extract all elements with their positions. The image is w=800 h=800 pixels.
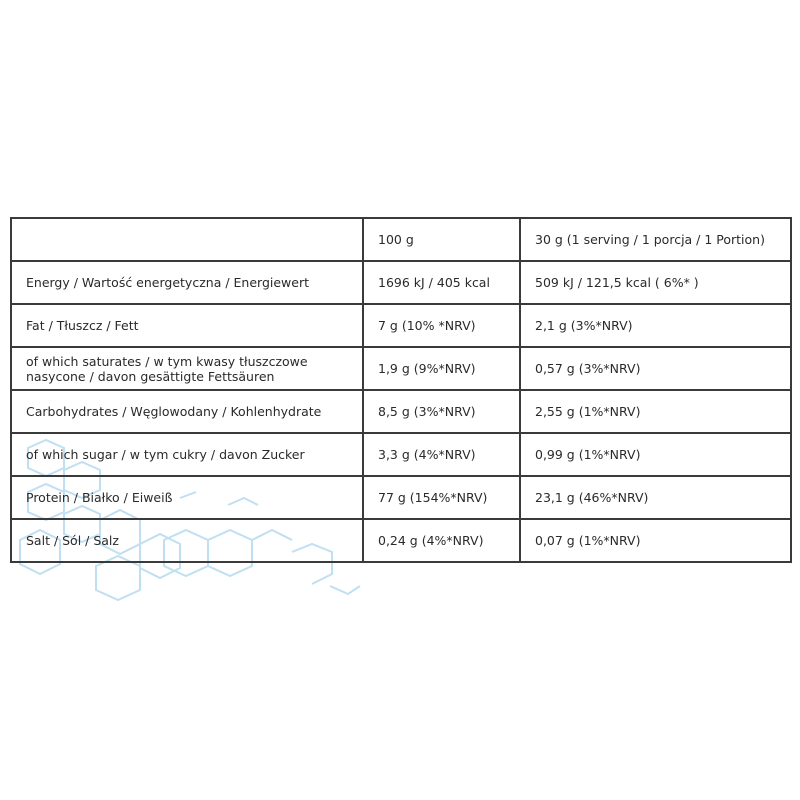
per-serving-value: 0,07 g (1%*NRV) [535, 533, 641, 548]
table-row [11, 476, 791, 519]
per-100g-cell [363, 476, 520, 519]
per-100g-value: 0,24 g (4%*NRV) [378, 533, 484, 548]
per-serving-value: 0,99 g (1%*NRV) [535, 447, 641, 462]
per-serving-cell [520, 261, 791, 304]
nutrient-label: Fat / Tłuszcz / Fett [26, 318, 139, 333]
per-100g-cell [363, 347, 520, 390]
table-row [11, 347, 791, 390]
per-100g-value: 1696 kJ / 405 kcal [378, 275, 490, 290]
table-row [11, 261, 791, 304]
nutrient-label: Carbohydrates / Węglowodany / Kohlenhydrate [26, 404, 322, 419]
nutrient-label: of which sugar / w tym cukry / davon Zucker [26, 447, 305, 462]
per-serving-cell [520, 347, 791, 390]
per-100g-value: 1,9 g (9%*NRV) [378, 361, 476, 376]
nutrient-label: of which saturates / w tym kwasy tłuszczowe nasycone / davon gesättigte Fettsäuren [26, 353, 308, 384]
per-serving-value: 23,1 g (46%*NRV) [535, 490, 649, 505]
header-per-serving-cell [520, 218, 791, 261]
header-per-100g: 100 g [378, 232, 414, 247]
per-serving-cell [520, 519, 791, 562]
nutrient-label-cell [11, 433, 363, 476]
nutrition-table [10, 217, 792, 563]
per-100g-cell [363, 390, 520, 433]
per-100g-cell [363, 519, 520, 562]
per-100g-value: 77 g (154%*NRV) [378, 490, 488, 505]
per-serving-value: 2,1 g (3%*NRV) [535, 318, 633, 333]
nutrient-label-cell [11, 390, 363, 433]
table-row [11, 519, 791, 562]
per-serving-cell [520, 433, 791, 476]
nutrient-label: Protein / Białko / Eiweiß [26, 490, 173, 505]
table-row [11, 433, 791, 476]
header-label-cell [11, 218, 363, 261]
per-serving-value: 509 kJ / 121,5 kcal ( 6%* ) [535, 275, 699, 290]
per-100g-value: 8,5 g (3%*NRV) [378, 404, 476, 419]
per-serving-value: 2,55 g (1%*NRV) [535, 404, 641, 419]
hexagon-shape [330, 586, 360, 594]
nutrient-label-cell [11, 519, 363, 562]
header-per-100g-cell [363, 218, 520, 261]
nutrient-label-cell [11, 304, 363, 347]
per-100g-cell [363, 433, 520, 476]
nutrient-label: Energy / Wartość energetyczna / Energiewert [26, 275, 309, 290]
per-serving-cell [520, 476, 791, 519]
nutrient-label-cell [11, 347, 363, 390]
nutrient-label-cell [11, 476, 363, 519]
nutrient-label-cell [11, 261, 363, 304]
table-header-row [11, 218, 791, 261]
per-100g-value: 3,3 g (4%*NRV) [378, 447, 476, 462]
per-serving-cell [520, 304, 791, 347]
table-row [11, 304, 791, 347]
per-100g-cell [363, 261, 520, 304]
nutrient-label: Salt / Sól / Salz [26, 533, 119, 548]
per-serving-value: 0,57 g (3%*NRV) [535, 361, 641, 376]
per-serving-cell [520, 390, 791, 433]
table-row [11, 390, 791, 433]
per-100g-value: 7 g (10% *NRV) [378, 318, 476, 333]
per-100g-cell [363, 304, 520, 347]
header-per-serving: 30 g (1 serving / 1 porcja / 1 Portion) [535, 232, 765, 247]
